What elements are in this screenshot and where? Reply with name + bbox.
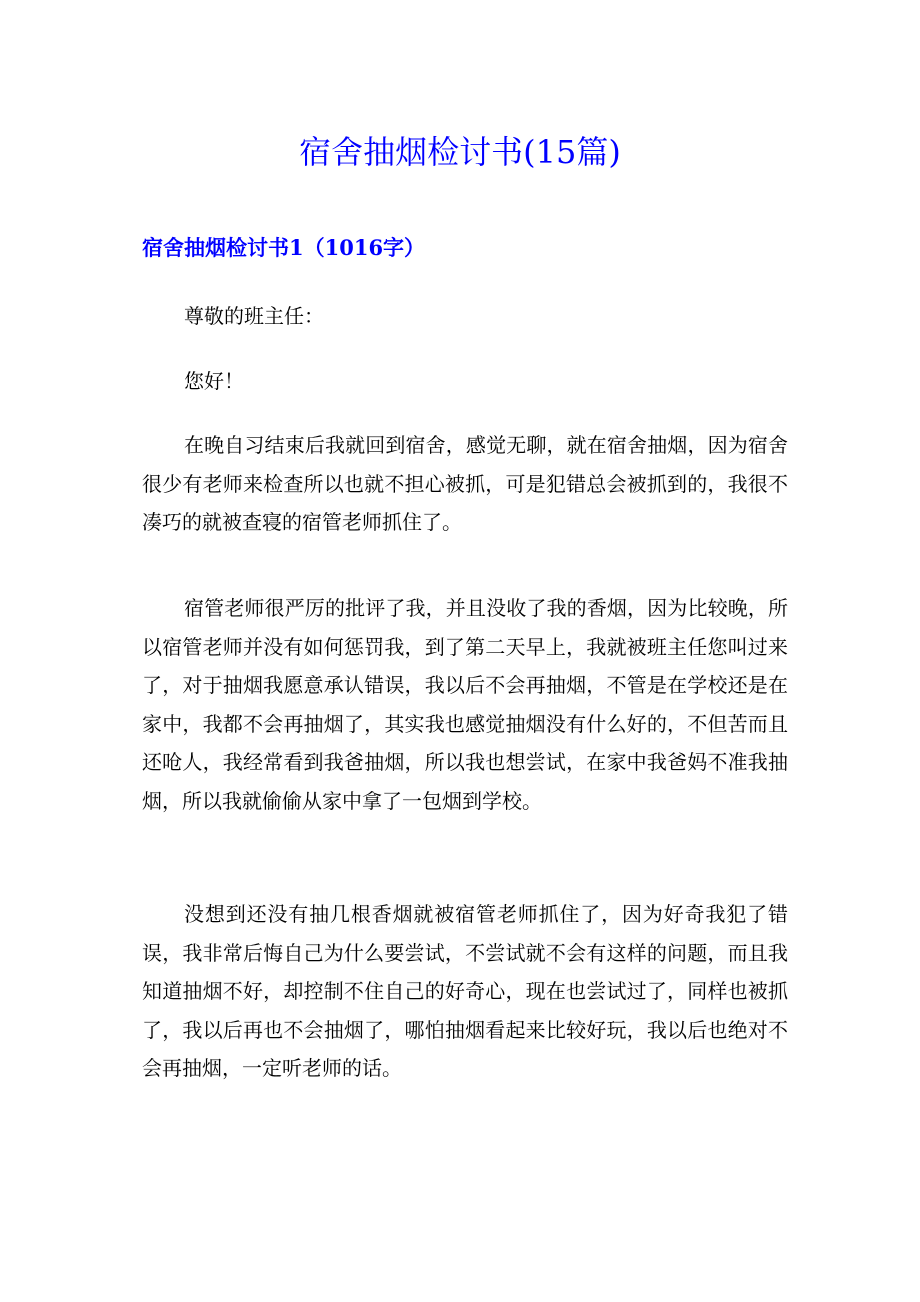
greeting: 您好！: [184, 369, 244, 393]
section-heading: 宿舍抽烟检讨书1（1016字）: [142, 235, 426, 260]
salutation: 尊敬的班主任：: [184, 304, 324, 328]
body-paragraph: 没想到还没有抽几根香烟就被宿管老师抓住了，因为好奇我犯了错误，我非常后悔自己为什么要尝试，不尝试就不会有这样的问题，而且我知道抽烟不好，却控制不住自己的好奇心，现在也尝试过了，同样也被抓了，我以后再也不会抽烟了，哪怕抽烟看起来比较好玩，我以后也绝对不会再抽烟，一定听老师的话。: [142, 902, 788, 1080]
document-title: 宿舍抽烟检讨书(15篇): [299, 133, 621, 171]
body-paragraph: 在晚自习结束后我就回到宿舍，感觉无聊，就在宿舍抽烟，因为宿舍很少有老师来检查所以也就不担心被抓，可是犯错总会被抓到的，我很不凑巧的就被查寝的宿管老师抓住了。: [142, 433, 788, 534]
body-paragraph: 宿管老师很严厉的批评了我，并且没收了我的香烟，因为比较晚，所以宿管老师并没有如何惩罚我，到了第二天早上，我就被班主任您叫过来了，对于抽烟我愿意承认错误，我以后不会再抽烟，不管是在学校还是在家中，我都不会再抽烟了，其实我也感觉抽烟没有什么好的，不但苦而且还呛人，我经常看到我爸抽烟，所以我也想尝试，在家中我爸妈不准我抽烟，所以我就偷偷从家中拿了一包烟到学校。: [142, 596, 788, 813]
